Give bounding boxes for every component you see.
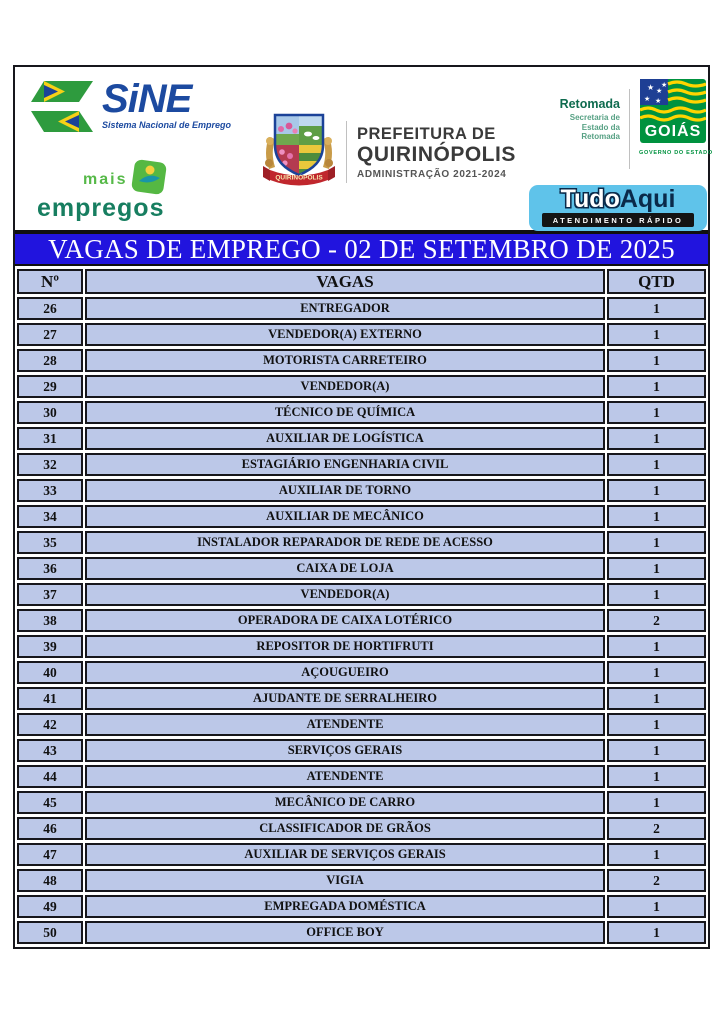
sine-text-block [102, 77, 232, 130]
retomada-sub-line: Estado da [581, 122, 620, 132]
vacancy-name-cell: VENDEDOR(A) EXTERNO [85, 323, 605, 346]
sine-flag-icon [31, 81, 93, 135]
svg-text:★: ★ [643, 96, 650, 103]
quantity-cell: 1 [607, 713, 706, 736]
retomada-sub-line: Secretaria de [569, 113, 620, 122]
row-number-cell: 28 [17, 349, 83, 372]
quantity-cell: 2 [607, 817, 706, 840]
content-frame [13, 65, 713, 949]
row-number-cell: 33 [17, 479, 83, 502]
table-row [17, 583, 706, 606]
vacancy-name-cell: AÇOUGUEIRO [85, 661, 605, 684]
table-row [17, 869, 706, 892]
prefeitura-logo [260, 107, 516, 197]
quantity-cell: 1 [607, 921, 706, 944]
vacancy-name-cell: TÉCNICO DE QUÍMICA [85, 401, 605, 424]
quantity-cell: 1 [607, 583, 706, 606]
row-number-cell: 26 [17, 297, 83, 320]
table-header-row [17, 269, 706, 294]
row-number-cell: 41 [17, 687, 83, 710]
vacancy-name-cell: VENDEDOR(A) [85, 583, 605, 606]
quantity-cell: 1 [607, 375, 706, 398]
row-number-cell: 32 [17, 453, 83, 476]
quantity-cell: 1 [607, 635, 706, 658]
mais-empregos-icon [129, 157, 169, 204]
quantity-cell: 1 [607, 297, 706, 320]
quantity-cell: 1 [607, 401, 706, 424]
vacancy-name-cell: OPERADORA DE CAIXA LOTÉRICO [85, 609, 605, 632]
quantity-cell: 1 [607, 557, 706, 580]
quantity-cell: 1 [607, 843, 706, 866]
row-number-cell: 38 [17, 609, 83, 632]
row-number-cell: 30 [17, 401, 83, 424]
row-number-cell: 46 [17, 817, 83, 840]
prefeitura-divider [346, 121, 347, 183]
tudo-aqui-logo [529, 185, 707, 231]
empregos-label: empregos [37, 194, 165, 222]
goias-subtitle: GOVERNO DO ESTADO [639, 150, 713, 156]
column-header-qtd: QTD [607, 269, 706, 294]
table-row [17, 531, 706, 554]
quantity-cell: 1 [607, 687, 706, 710]
table-row [17, 375, 706, 398]
quantity-cell: 1 [607, 739, 706, 762]
vacancy-name-cell: CLASSIFICADOR DE GRÃOS [85, 817, 605, 840]
table-row [17, 453, 706, 476]
mais-label: mais [83, 171, 128, 188]
table-row [17, 297, 706, 320]
quantity-cell: 2 [607, 609, 706, 632]
vacancy-name-cell: REPOSITOR DE HORTIFRUTI [85, 635, 605, 658]
row-number-cell: 34 [17, 505, 83, 528]
column-header-numero: Nº [17, 269, 83, 294]
table-row [17, 739, 706, 762]
vacancy-name-cell: VIGIA [85, 869, 605, 892]
title-banner [15, 230, 708, 266]
row-number-cell: 45 [17, 791, 83, 814]
svg-text:★: ★ [646, 83, 654, 92]
row-number-cell: 48 [17, 869, 83, 892]
vacancy-name-cell: AUXILIAR DE TORNO [85, 479, 605, 502]
vacancy-name-cell: MOTORISTA CARRETEIRO [85, 349, 605, 372]
tudo-aqui-wordmark [529, 185, 707, 214]
quantity-cell: 1 [607, 505, 706, 528]
prefeitura-line3: ADMINISTRAÇÃO 2021-2024 [357, 168, 507, 180]
vacancy-name-cell: ATENDENTE [85, 765, 605, 788]
column-header-vagas: VAGAS [85, 269, 605, 294]
table-row [17, 323, 706, 346]
quantity-cell: 1 [607, 531, 706, 554]
sine-wordmark: SiNE [102, 77, 192, 121]
vacancy-name-cell: ATENDENTE [85, 713, 605, 736]
goias-logo [639, 79, 713, 156]
table-row [17, 843, 706, 866]
goias-flag-icon [640, 79, 706, 143]
vagas-table-body [17, 297, 706, 944]
quirinopolis-coat-of-arms-icon [260, 107, 338, 197]
table-row [17, 557, 706, 580]
quantity-cell: 1 [607, 453, 706, 476]
prefeitura-line1: PREFEITURA DE [357, 124, 496, 143]
sine-subtitle: Sistema Nacional de Emprego [102, 120, 232, 130]
vacancy-name-cell: EMPREGADA DOMÉSTICA [85, 895, 605, 918]
mais-empregos-top [37, 159, 207, 195]
vacancy-name-cell: CAIXA DE LOJA [85, 557, 605, 580]
page-title: VAGAS DE EMPREGO - 02 DE SETEMBRO DE 2025 [48, 233, 675, 264]
mais-empregos-logo [37, 159, 207, 223]
svg-text:★: ★ [660, 82, 667, 89]
row-number-cell: 50 [17, 921, 83, 944]
vacancy-name-cell: ENTREGADOR [85, 297, 605, 320]
vacancy-name-cell: AUXILIAR DE SERVIÇOS GERAIS [85, 843, 605, 866]
vacancy-name-cell: ESTAGIÁRIO ENGENHARIA CIVIL [85, 453, 605, 476]
retomada-sub-line: Retomada [581, 132, 620, 141]
row-number-cell: 29 [17, 375, 83, 398]
table-row [17, 479, 706, 502]
row-number-cell: 36 [17, 557, 83, 580]
vacancy-name-cell: AJUDANTE DE SERRALHEIRO [85, 687, 605, 710]
row-number-cell: 35 [17, 531, 83, 554]
prefeitura-line2: QUIRINÓPOLIS [357, 142, 516, 166]
header-logos [15, 67, 713, 230]
quantity-cell: 1 [607, 895, 706, 918]
table-row [17, 713, 706, 736]
row-number-cell: 31 [17, 427, 83, 450]
table-row [17, 687, 706, 710]
vacancy-name-cell: AUXILIAR DE LOGÍSTICA [85, 427, 605, 450]
table-row [17, 635, 706, 658]
vacancy-name-cell: SERVIÇOS GERAIS [85, 739, 605, 762]
quantity-cell: 1 [607, 765, 706, 788]
tudo-aqui-subtitle: ATENDIMENTO RÁPIDO [542, 213, 694, 227]
vacancy-name-cell: INSTALADOR REPARADOR DE REDE DE ACESSO [85, 531, 605, 554]
prefeitura-text-block [357, 125, 516, 180]
vacancy-name-cell: VENDEDOR(A) [85, 375, 605, 398]
quantity-cell: 1 [607, 479, 706, 502]
table-row [17, 349, 706, 372]
table-row [17, 765, 706, 788]
vagas-table-header [17, 269, 706, 294]
table-row [17, 791, 706, 814]
sine-logo [31, 77, 232, 135]
row-number-cell: 49 [17, 895, 83, 918]
vacancy-name-cell: OFFICE BOY [85, 921, 605, 944]
row-number-cell: 39 [17, 635, 83, 658]
quantity-cell: 1 [607, 427, 706, 450]
retomada-title: Retomada [559, 97, 620, 111]
table-row [17, 921, 706, 944]
table-row [17, 401, 706, 424]
quantity-cell: 1 [607, 349, 706, 372]
vacancy-name-cell: MECÂNICO DE CARRO [85, 791, 605, 814]
goias-divider [629, 89, 630, 169]
table-row [17, 661, 706, 684]
row-number-cell: 44 [17, 765, 83, 788]
quantity-cell: 1 [607, 661, 706, 684]
row-number-cell: 37 [17, 583, 83, 606]
shield-banner-label: QUIRINÓPOLIS [275, 174, 323, 182]
row-number-cell: 27 [17, 323, 83, 346]
retomada-logo [560, 97, 620, 142]
row-number-cell: 43 [17, 739, 83, 762]
table-row [17, 505, 706, 528]
row-number-cell: 42 [17, 713, 83, 736]
table-row [17, 817, 706, 840]
vacancy-name-cell: AUXILIAR DE MECÂNICO [85, 505, 605, 528]
row-number-cell: 47 [17, 843, 83, 866]
table-row [17, 427, 706, 450]
goias-wordmark: GOIÁS [644, 123, 701, 140]
quantity-cell: 2 [607, 869, 706, 892]
table-row [17, 609, 706, 632]
aqui-label: Aqui [619, 185, 676, 213]
svg-text:★: ★ [655, 88, 662, 95]
quantity-cell: 1 [607, 791, 706, 814]
vagas-table [15, 266, 708, 947]
quantity-cell: 1 [607, 323, 706, 346]
tudo-label: Tudo [560, 185, 620, 213]
svg-text:★: ★ [654, 98, 661, 105]
table-row [17, 895, 706, 918]
row-number-cell: 40 [17, 661, 83, 684]
